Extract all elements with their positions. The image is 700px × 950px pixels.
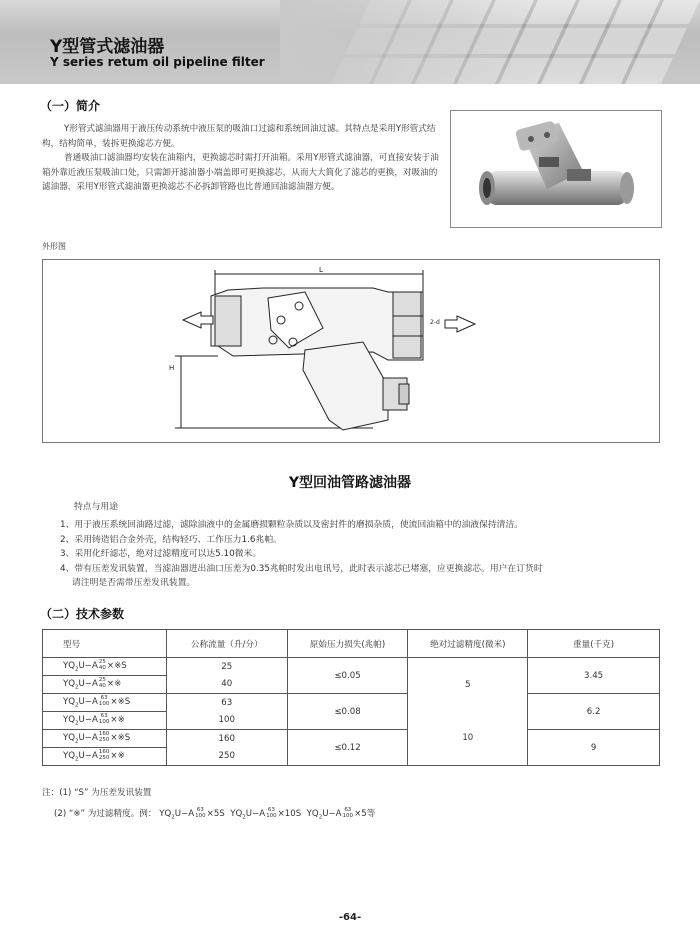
loss-cell: ≤0.12 (287, 730, 408, 766)
flow-cell: 63 (166, 694, 287, 712)
header-fade (280, 0, 700, 84)
note-1: 注：(1) “S” 为压差发讯装置 (42, 788, 152, 798)
page-number: -64- (338, 912, 362, 923)
intro-paragraph-1: Y形管式滤油器用于液压传动系统中液压泵的吸油口过滤和系统回油过滤。其特点是采用Y形管式结构，结构简单，装拆更换滤芯方便。 (42, 124, 436, 149)
col-header-loss: 原始压力损失(兆帕) (287, 630, 408, 658)
features-heading: 特点与用途 (74, 502, 118, 512)
model-cell: $YQ_2U-A$ 63 100 ×※S (43, 694, 167, 712)
col-header-precision: 绝对过滤精度(微米) (408, 630, 528, 658)
product-photo (450, 110, 662, 228)
drawing-label: 外形图 (42, 242, 66, 251)
precision-cell: 5 (408, 658, 528, 712)
intro-paragraph-2: 普通吸油口滤油器均安装在油箱内，更换滤芯时需打开油箱。采用Y形管式滤油器，可直接安装于油箱外靠近液压泵吸油口处，只需卸开滤油器小端盖即可更换滤芯，从而大大简化了滤芯的更换，对吸油的滤油器，采用Y形管式滤油器更换滤芯不必拆卸管路也比普通回油滤油器方便。 (42, 153, 439, 192)
filter-drawing-icon (43, 260, 659, 442)
table-row (43, 730, 660, 748)
weight-cell: 9 (528, 730, 660, 766)
table-row (43, 694, 660, 712)
page-title-en: Y series retum oil pipeline filter (50, 55, 265, 69)
table-header-row (43, 630, 660, 658)
model-cell: $YQ_2U-A$ 160 250 ×※ (43, 748, 167, 766)
dim-L-label: L (319, 266, 323, 274)
feature-item: 1、用于液压系统回油路过滤，滤除油液中的金属磨损颗粒杂质以及密封件的磨损杂质，使流回油箱中的油液保持清洁。 (60, 520, 524, 530)
precision-cell: 10 (408, 712, 528, 766)
note-2: (2) “※” 为过滤精度。例： $YQ_2U-A$ 63 100 ×5S $YQ_2U-A$ 63 100 ×10S $YQ_2U-A$ 63 100 ×5等 (54, 807, 376, 821)
loss-cell: ≤0.05 (287, 658, 408, 694)
page-title-cn: Y型管式滤油器 (50, 37, 165, 57)
section-1-heading: （一）简介 (40, 99, 101, 113)
model-cell: $YQ_2U-A$ 25 40 ×※S (43, 658, 167, 676)
spec-table (42, 629, 660, 766)
model-cell: $YQ_2U-A$ 160 250 ×※S (43, 730, 167, 748)
flow-cell: 100 (166, 712, 287, 730)
filter-photo-icon (451, 111, 661, 227)
notes (42, 783, 375, 829)
product-title: Y型回油管路滤油器 (288, 475, 412, 491)
loss-cell: ≤0.08 (287, 694, 408, 730)
feature-item: 2、采用铸造铝合金外壳，结构轻巧、工作压力1.6兆帕。 (60, 534, 282, 545)
feature-item: 请注明是否需带压差发讯装置。 (72, 578, 196, 589)
weight-cell: 6.2 (528, 694, 660, 730)
table-row (43, 658, 660, 676)
flow-cell: 25 (166, 658, 287, 676)
dim-d-label: 2-d (430, 319, 440, 326)
feature-item: 3、采用化纤滤芯，绝对过滤精度可以达5.10微米。 (60, 549, 262, 560)
flow-cell: 160 (166, 730, 287, 748)
col-header-model: 型号 (43, 630, 167, 658)
flow-cell: 250 (166, 748, 287, 766)
col-header-flow: 公称流量（升/分） (166, 630, 287, 658)
model-cell: $YQ_2U-A$ 63 100 ×※ (43, 712, 167, 730)
model-cell: $YQ_2U-A$ 25 40 ×※ (43, 676, 167, 694)
flow-cell: 40 (166, 676, 287, 694)
section-2-heading: （二）技术参数 (40, 607, 125, 621)
intro-text (42, 122, 442, 195)
feature-item: 4、带有压差发讯装置，当滤油器进出油口压差为0.35兆帕时发出电讯号，此时表示滤芯已堵塞，应更换滤芯。用户在订货时 (60, 563, 543, 574)
dim-H-label: H (169, 364, 175, 372)
outline-drawing (42, 259, 660, 443)
col-header-weight: 重量(千克) (528, 630, 660, 658)
weight-cell: 3.45 (528, 658, 660, 694)
features-list (60, 518, 660, 591)
